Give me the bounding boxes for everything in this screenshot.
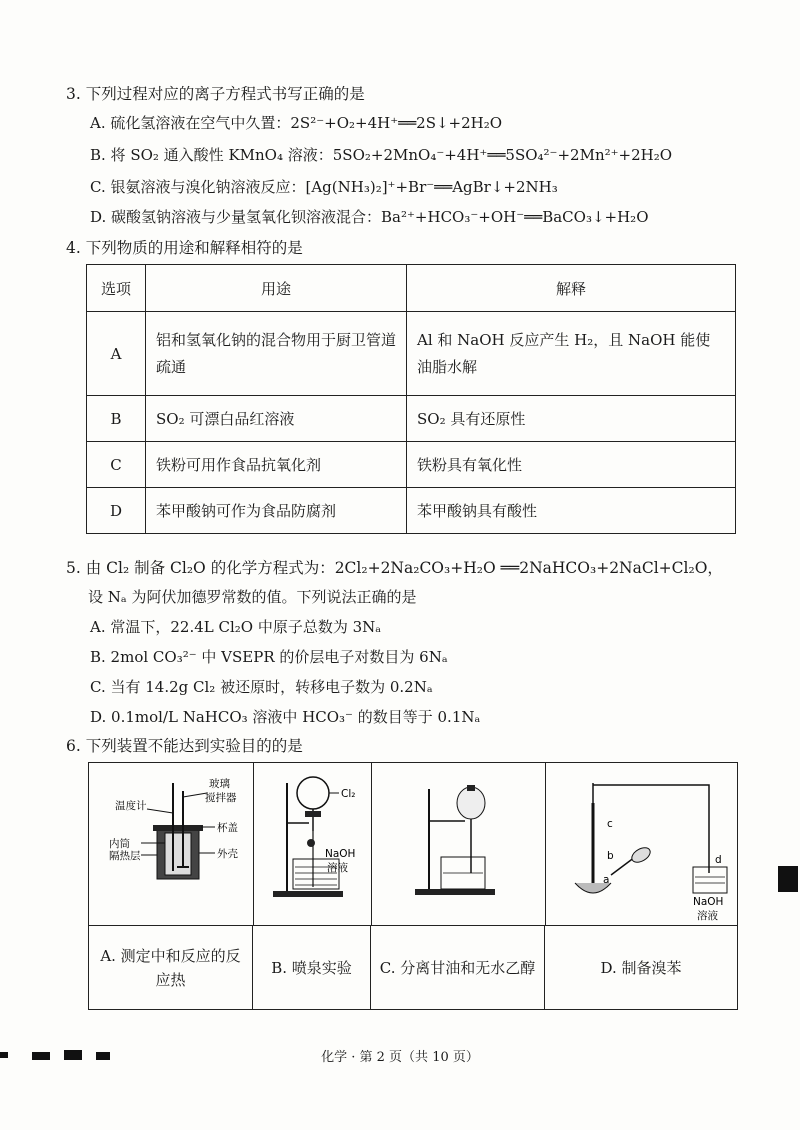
bromobenzene-diagram <box>545 763 737 925</box>
row-option: C <box>87 442 146 488</box>
apparatus-b <box>253 763 372 925</box>
row-explain: 铁粉具有氧化性 <box>407 442 736 488</box>
apparatus-c <box>371 763 546 925</box>
q5-stem-line1: 5. 由 Cl₂ 制备 Cl₂O 的化学方程式为：2Cl₂+2Na₂CO₃+H₂O ══2NaHCO₃+2NaCl+Cl₂O， <box>66 559 723 577</box>
col-header-option: 选项 <box>87 265 146 312</box>
separatory-funnel-diagram <box>371 763 545 925</box>
table-row <box>87 488 736 534</box>
row-use: 铝和氢氧化钠的混合物用于厨卫管道疏通 <box>146 312 407 396</box>
label-naoh-d: NaOH <box>693 896 724 908</box>
label-a: a <box>603 874 610 886</box>
table-row <box>87 312 736 396</box>
label-solution-d: 溶液 <box>697 910 718 922</box>
label-insulation: 隔热层 <box>109 850 141 862</box>
fountain-diagram <box>253 763 371 925</box>
q3-option-a: A. 硫化氢溶液在空气中久置：2S²⁻+O₂+4H⁺══2S↓+2H₂O <box>90 114 503 132</box>
caption-b: B. 喷泉实验 <box>253 925 371 1009</box>
q5-stem-line2: 设 Nₐ 为阿伏加德罗常数的值。下列说法正确的是 <box>88 588 417 606</box>
label-shell: 外壳 <box>217 848 238 860</box>
col-header-explain: 解释 <box>407 265 736 312</box>
label-thermometer: 温度计 <box>115 800 147 812</box>
side-tab-marker <box>778 866 798 892</box>
apparatus-a <box>89 763 254 925</box>
row-explain: 苯甲酸钠具有酸性 <box>407 488 736 534</box>
row-explain: Al 和 NaOH 反应产生 H₂，且 NaOH 能使油脂水解 <box>407 312 736 396</box>
row-use: 铁粉可用作食品抗氧化剂 <box>146 442 407 488</box>
q5-option-b: B. 2mol CO₃²⁻ 中 VSEPR 的价层电子对数目为 6Nₐ <box>90 648 448 666</box>
q5-option-d: D. 0.1mol/L NaHCO₃ 溶液中 HCO₃⁻ 的数目等于 0.1Nₐ <box>90 708 481 726</box>
label-inner: 内筒 <box>109 838 130 850</box>
page-footer: 化学 · 第 2 页（共 10 页） <box>321 1050 479 1065</box>
label-solution: 溶液 <box>327 862 348 874</box>
table-row <box>87 396 736 442</box>
q4-table <box>86 264 736 534</box>
label-cl2: Cl₂ <box>341 788 356 800</box>
calorimeter-diagram <box>89 763 253 925</box>
q5-option-c: C. 当有 14.2g Cl₂ 被还原时，转移电子数为 0.2Nₐ <box>90 678 433 696</box>
row-explain: SO₂ 具有还原性 <box>407 396 736 442</box>
row-use: SO₂ 可漂白品红溶液 <box>146 396 407 442</box>
table-header-row <box>87 265 736 312</box>
table-row <box>87 442 736 488</box>
caption-d: D. 制备溴苯 <box>545 925 737 1009</box>
caption-c: C. 分离甘油和无水乙醇 <box>371 925 545 1009</box>
q6-stem: 6. 下列装置不能达到实验目的的是 <box>66 737 303 755</box>
row-use: 苯甲酸钠可作为食品防腐剂 <box>146 488 407 534</box>
label-d: d <box>715 854 722 866</box>
label-c: c <box>607 818 613 830</box>
q6-apparatus-table <box>88 762 738 1010</box>
row-option: B <box>87 396 146 442</box>
q4-stem: 4. 下列物质的用途和解释相符的是 <box>66 239 303 257</box>
label-lid: 杯盖 <box>217 822 238 834</box>
label-b: b <box>607 850 614 862</box>
row-option: A <box>87 312 146 396</box>
q3-option-c: C. 银氨溶液与溴化钠溶液反应：[Ag(NH₃)₂]⁺+Br⁻══AgBr↓+2NH₃ <box>90 178 558 196</box>
label-stirrer-2: 搅拌器 <box>205 792 237 804</box>
q3-stem: 3. 下列过程对应的离子方程式书写正确的是 <box>66 85 365 103</box>
caption-a: A. 测定中和反应的反应热 <box>89 925 253 1009</box>
row-option: D <box>87 488 146 534</box>
col-header-use: 用途 <box>146 265 407 312</box>
apparatus-d <box>545 763 737 925</box>
label-stirrer-1: 玻璃 <box>209 778 230 790</box>
q5-option-a: A. 常温下，22.4L Cl₂O 中原子总数为 3Nₐ <box>90 618 382 636</box>
q3-option-b: B. 将 SO₂ 通入酸性 KMnO₄ 溶液：5SO₂+2MnO₄⁻+4H⁺══5SO₄²⁻+2Mn²⁺+2H₂O <box>90 146 673 164</box>
label-naoh: NaOH <box>325 848 356 860</box>
q3-option-d: D. 碳酸氢钠溶液与少量氢氧化钡溶液混合：Ba²⁺+HCO₃⁻+OH⁻══BaCO₃↓+H₂O <box>90 208 649 226</box>
